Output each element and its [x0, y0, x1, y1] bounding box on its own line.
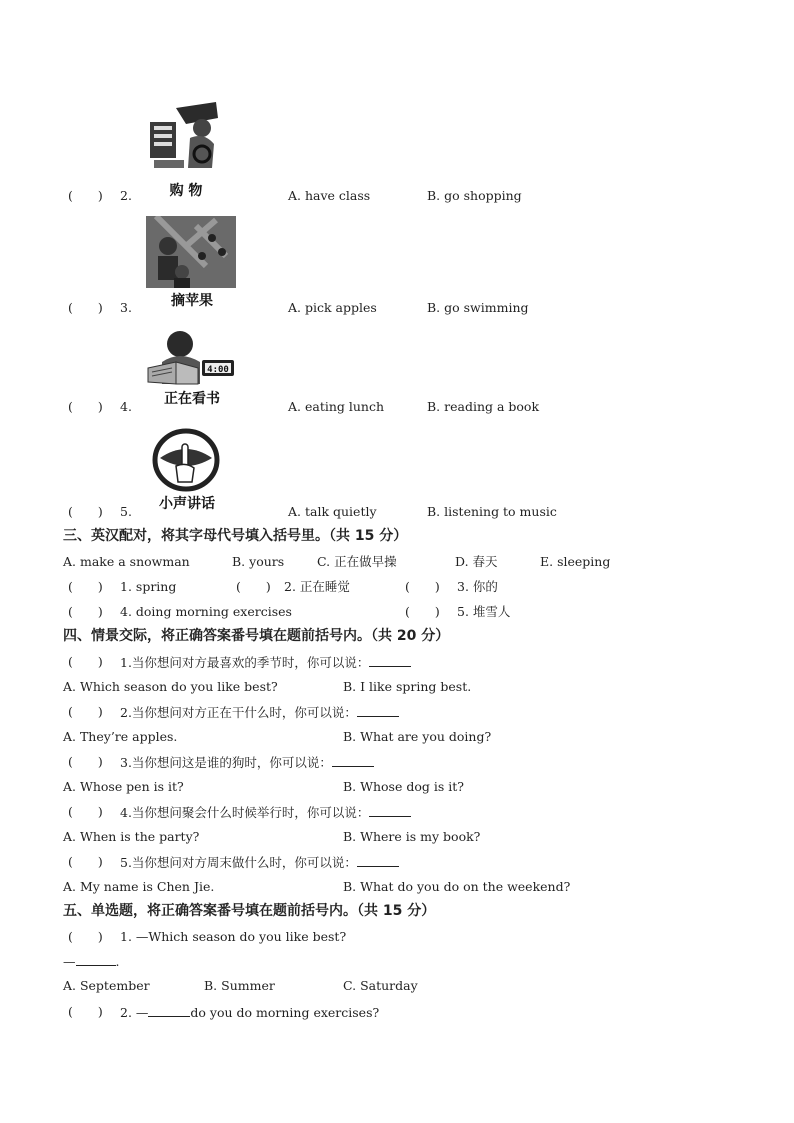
- option-b: B. go swimming: [427, 300, 529, 315]
- answer-paren[interactable]: ( ): [236, 579, 271, 594]
- answer-paren[interactable]: ( ): [68, 579, 103, 594]
- question-suffix: do you do morning exercises?: [190, 1005, 380, 1020]
- clock-readout: 4:00: [207, 365, 229, 375]
- dialogue-dash: —: [63, 954, 76, 969]
- question-text: 1. —Which season do you like best?: [120, 929, 347, 944]
- section-4-heading: 四、情景交际，将正确答案番号填在题前括号内。（共 20 分）: [63, 628, 450, 644]
- question-text: [120, 804, 411, 821]
- match-option: A. make a snowman: [63, 554, 190, 569]
- answer-paren[interactable]: ( ): [68, 399, 103, 414]
- answer-paren[interactable]: ( ): [68, 188, 103, 203]
- answer-paren[interactable]: ( ): [68, 504, 103, 519]
- option-a: A. talk quietly: [288, 504, 377, 519]
- match-item: 5. 堆雪人: [457, 604, 511, 619]
- option-b: B. Where is my book?: [343, 829, 481, 844]
- option-a: A. eating lunch: [288, 399, 385, 414]
- answer-blank[interactable]: [148, 1004, 190, 1017]
- question-text: [120, 704, 399, 721]
- answer-blank[interactable]: [369, 654, 411, 667]
- option-a: A. They’re apples.: [63, 729, 178, 744]
- match-option: E. sleeping: [540, 554, 611, 569]
- answer-blank[interactable]: [357, 704, 399, 717]
- answer-paren[interactable]: ( ): [68, 754, 103, 769]
- question-prompt: 4.当你想问聚会什么时候举行时，你可以说：: [120, 805, 370, 820]
- answer-paren[interactable]: ( ): [68, 654, 103, 669]
- match-option: D. 春天: [455, 554, 498, 569]
- picture-caption: 购 物: [169, 183, 203, 199]
- match-option: B. yours: [232, 554, 285, 569]
- question-text: [120, 654, 411, 671]
- match-item: 2. 正在睡觉: [284, 579, 350, 594]
- answer-paren[interactable]: ( ): [405, 579, 440, 594]
- answer-paren[interactable]: ( ): [68, 854, 103, 869]
- answer-paren[interactable]: ( ): [68, 804, 103, 819]
- question-prompt: 2.当你想问对方正在干什么时，你可以说：: [120, 705, 357, 720]
- answer-blank[interactable]: [369, 804, 411, 817]
- match-option: C. 正在做早操: [317, 554, 397, 569]
- option-b: B. Summer: [204, 978, 275, 993]
- option-b: B. listening to music: [427, 504, 557, 519]
- question-prompt: 5.当你想问对方周末做什么时，你可以说：: [120, 855, 357, 870]
- pick-apples-picture: [146, 216, 236, 288]
- option-b: B. I like spring best.: [343, 679, 472, 694]
- picture-caption: 摘苹果: [171, 293, 213, 309]
- answer-paren[interactable]: ( ): [68, 1004, 103, 1019]
- option-a: A. Which season do you like best?: [63, 679, 278, 694]
- question-number: 3.: [120, 300, 132, 315]
- question-number: 4.: [120, 399, 132, 414]
- section-3-heading: 三、英汉配对，将其字母代号填入括号里。（共 15 分）: [63, 528, 408, 544]
- option-c: C. Saturday: [343, 978, 418, 993]
- question-prompt: 3.当你想问这是谁的狗时，你可以说：: [120, 755, 332, 770]
- option-b: B. What do you do on the weekend?: [343, 879, 571, 894]
- question-number: 2.: [120, 188, 132, 203]
- picture-caption: 小声讲话: [159, 496, 215, 512]
- option-a: A. When is the party?: [63, 829, 200, 844]
- answer-blank[interactable]: [76, 953, 116, 966]
- answer-blank[interactable]: [332, 754, 374, 767]
- option-a: A. have class: [288, 188, 371, 203]
- match-item: 4. doing morning exercises: [120, 604, 292, 619]
- answer-line: [63, 953, 119, 970]
- question-prompt: 1.当你想问对方最喜欢的季节时，你可以说：: [120, 655, 370, 670]
- shopping-picture: [146, 98, 222, 174]
- option-a: A. Whose pen is it?: [63, 779, 184, 794]
- option-b: B. What are you doing?: [343, 729, 492, 744]
- question-prefix: 2. —: [120, 1005, 149, 1020]
- answer-paren[interactable]: ( ): [68, 929, 103, 944]
- section-5-heading: 五、单选题，将正确答案番号填在题前括号内。（共 15 分）: [63, 903, 436, 919]
- option-b: B. Whose dog is it?: [343, 779, 464, 794]
- answer-paren[interactable]: ( ): [68, 300, 103, 315]
- answer-paren[interactable]: ( ): [405, 604, 440, 619]
- question-text: [120, 754, 374, 771]
- option-a: A. My name is Chen Jie.: [63, 879, 215, 894]
- reading-picture: [146, 328, 236, 386]
- answer-blank[interactable]: [357, 854, 399, 867]
- question-text: [120, 854, 399, 871]
- match-item: 1. spring: [120, 579, 177, 594]
- question-number: 5.: [120, 504, 132, 519]
- option-a: A. September: [63, 978, 150, 993]
- option-b: B. go shopping: [427, 188, 522, 203]
- option-a: A. pick apples: [288, 300, 377, 315]
- answer-paren[interactable]: ( ): [68, 704, 103, 719]
- quiet-sign-picture: [152, 428, 220, 492]
- answer-period: .: [115, 954, 120, 969]
- option-b: B. reading a book: [427, 399, 540, 414]
- match-item: 3. 你的: [457, 579, 498, 594]
- answer-paren[interactable]: ( ): [68, 604, 103, 619]
- picture-caption: 正在看书: [164, 391, 220, 407]
- question-text: [120, 1004, 379, 1021]
